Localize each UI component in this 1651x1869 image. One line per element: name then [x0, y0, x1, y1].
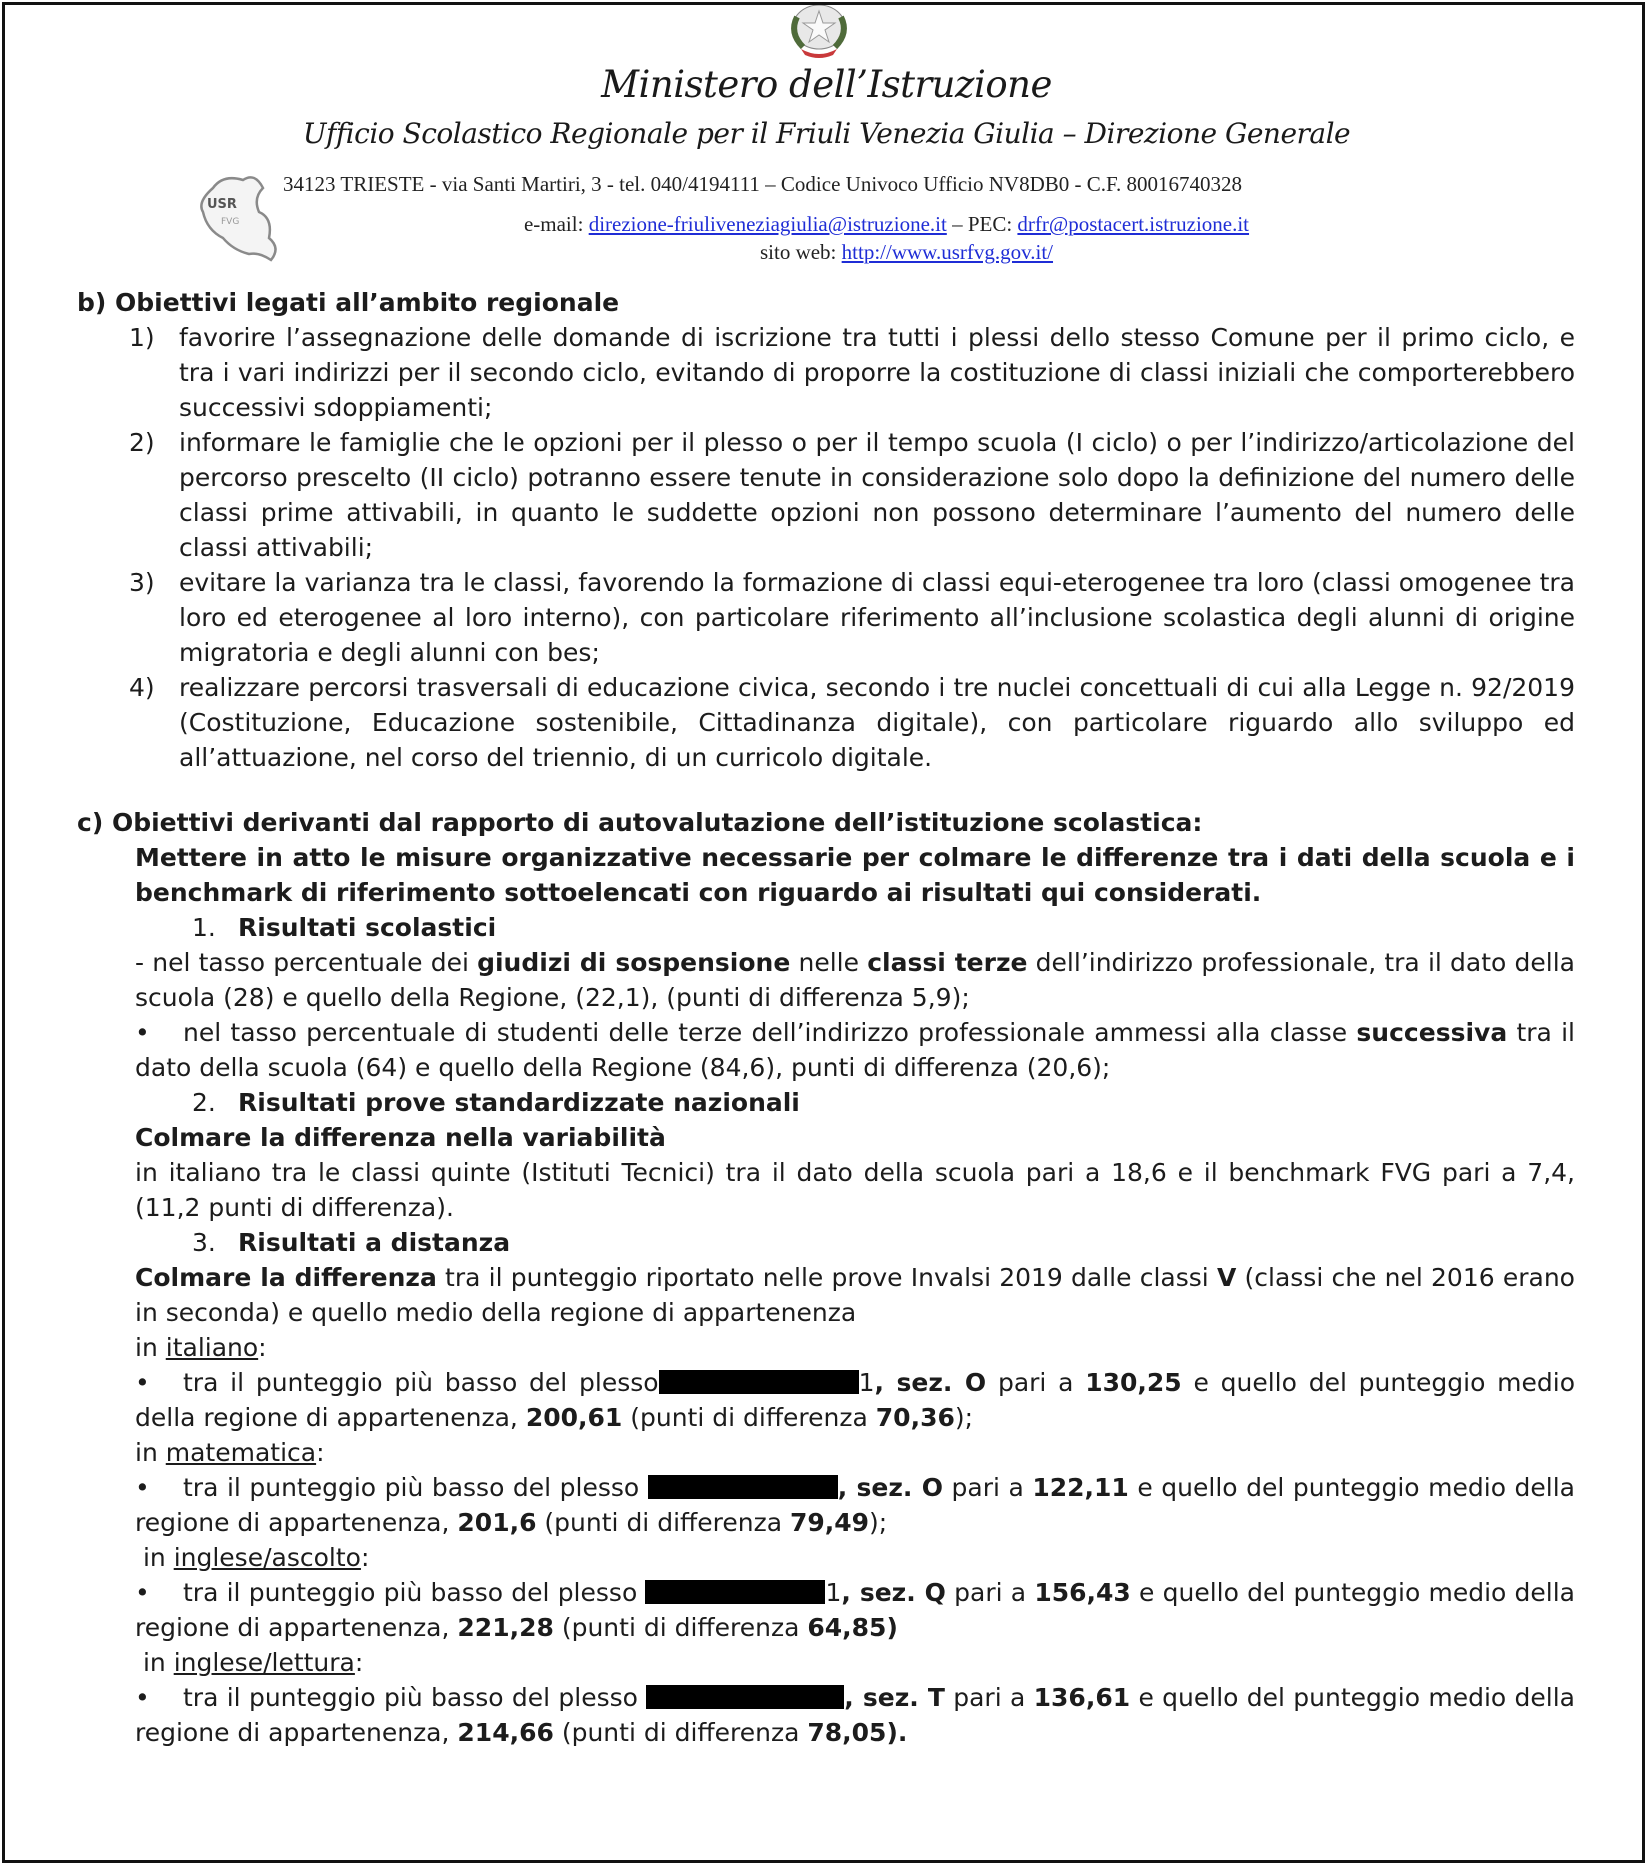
list-item-text: realizzare percorsi trasversali di educazione civica, secondo i tre nuclei concettuali di cui alla Legge n. 92/2019 (Costituzione, Educazione sostenibile, Cittadinanza digitale), con particolare riguardo allo sviluppo ed all’attuazione, nel corso del triennio, di un curricolo digitale. [179, 673, 1575, 772]
text-run: pari a [944, 1683, 1034, 1712]
text-run: (punti di differenza [553, 1613, 808, 1642]
text-run: ); [869, 1508, 888, 1537]
email-label: e-mail: [523, 212, 589, 236]
contacts-line [5, 212, 1648, 237]
region-score: 200,61 [525, 1403, 623, 1432]
section-code: , sez. Q [841, 1578, 946, 1607]
list-item-text: evitare la varianza tra le classi, favorendo la formazione di classi equi-eterogenee tra loro (classi omogenee tra loro ed eterogenee al loro interno), con particolare riferimento all’inclusione scolastica degli alunni di origine migratoria e degli alunni con bes; [179, 568, 1575, 667]
text-run: pari a [942, 1473, 1033, 1502]
pec-link[interactable]: drfr@postacert.istruzione.it [1017, 212, 1250, 236]
website-link[interactable]: http://www.usrfvg.gov.it/ [841, 240, 1054, 264]
region-score: 201,6 [457, 1508, 537, 1537]
paragraph-ammessi [77, 1015, 1575, 1085]
redacted-school-code [646, 1685, 844, 1709]
text-run: e quello del punteggio medio della regione di appartenenza, [135, 1473, 1575, 1537]
subject-name: matematica [165, 1438, 317, 1467]
text-run: e quello del punteggio medio della regione di appartenenza, [135, 1368, 1575, 1432]
score-difference: 70,36 [875, 1403, 955, 1432]
subject-score-item [77, 1575, 1575, 1645]
subject-label [77, 1540, 1575, 1575]
bullet-icon: • [135, 1683, 150, 1712]
redacted-school-code [659, 1370, 859, 1394]
text-run-bold: Colmare la differenza [135, 1263, 437, 1292]
paragraph-sospensione [77, 945, 1575, 1015]
subsection-number: 2. [192, 1088, 216, 1117]
score-difference: 64,85) [807, 1613, 898, 1642]
list-item [77, 565, 1575, 670]
section-code: , sez. O [874, 1368, 987, 1397]
text-run: e quello del punteggio medio della regione di appartenenza, [135, 1683, 1576, 1747]
section-b-list [77, 320, 1575, 775]
text-run: nel tasso percentuale di studenti delle terze dell’indirizzo professionale ammessi alla classe [183, 1018, 1357, 1047]
text-run: : [354, 1648, 364, 1677]
ministry-title: Ministero dell’Istruzione [601, 63, 1052, 106]
text-run: (classi che nel 2016 erano in seconda) e quello medio della regione di appartenenza [135, 1263, 1575, 1327]
text-run: in [135, 1543, 174, 1572]
section-c-intro: Mettere in atto le misure organizzative necessarie per colmare le differenze tra i dati della scuola e i benchmark di riferimento sottoelencati con riguardo ai risultati qui considerati. [135, 843, 1575, 907]
italian-republic-emblem-icon [783, 5, 855, 59]
bullet-icon: • [135, 1578, 150, 1607]
bullet-icon: • [135, 1473, 150, 1502]
subsection-title-text: Risultati a distanza [238, 1228, 511, 1257]
text-run: (punti di differenza [622, 1403, 876, 1432]
text-run: tra il punteggio riportato nelle prove Invalsi 2019 dalle classi [436, 1263, 1217, 1292]
text-run: : [316, 1438, 325, 1467]
office-title: Ufficio Scolastico Regionale per il Friuli Venezia Giulia – Direzione Generale [302, 117, 1351, 150]
subsection-2-title [77, 1085, 1575, 1120]
text-run: in [135, 1438, 166, 1467]
email-link[interactable]: direzione-friuliveneziagiulia@istruzione.it [588, 212, 947, 236]
list-item [77, 320, 1575, 425]
text-run: : [360, 1543, 370, 1572]
subsection-number: 3. [192, 1228, 216, 1257]
redacted-school-code [645, 1580, 825, 1604]
text-run: ); [954, 1403, 974, 1432]
school-score: 156,43 [1034, 1578, 1131, 1607]
pec-label: – PEC: [946, 212, 1018, 236]
section-code: , sez. T [844, 1683, 945, 1712]
text-run: 1 [825, 1578, 842, 1607]
text-run: 1 [858, 1368, 875, 1397]
text-run: tra il punteggio più basso del plesso [183, 1683, 647, 1712]
invalsi-intro [77, 1260, 1575, 1330]
website-label: sito web: [759, 240, 842, 264]
subject-name: italiano [165, 1333, 259, 1362]
fvg-logo-text: FVG [221, 217, 240, 227]
list-item-text: informare le famiglie che le opzioni per il plesso o per il tempo scuola (I ciclo) o per l’indirizzo/articolazione del percorso prescelto (II ciclo) potranno essere tenute in considerazione solo dopo la definizione del numero delle classi prime attivabili, in quanto le suddette opzioni non possono determinare l’aumento del numero delle classi attivabili; [179, 428, 1575, 562]
subject-label [77, 1330, 1575, 1365]
subsection-3-title [77, 1225, 1575, 1260]
list-item [77, 425, 1575, 565]
subject-score-item [77, 1470, 1575, 1540]
text-run: e quello del punteggio medio della regione di appartenenza, [135, 1578, 1575, 1642]
list-item-number: 3) [129, 568, 155, 597]
score-difference: 79,49 [789, 1508, 870, 1537]
region-score: 214,66 [457, 1718, 554, 1747]
subsection-title-text: Risultati scolastici [238, 913, 497, 942]
subsection-number: 1. [192, 913, 216, 942]
text-run-bold: V [1216, 1263, 1237, 1292]
website-line [5, 240, 1648, 265]
text-run: in [135, 1648, 174, 1677]
text-run: (punti di differenza [553, 1718, 808, 1747]
school-score: 130,25 [1085, 1368, 1182, 1397]
school-score: 122,11 [1032, 1473, 1129, 1502]
subject-label [77, 1435, 1575, 1470]
list-item-number: 1) [129, 323, 155, 352]
subject-label [77, 1645, 1575, 1680]
text-run: pari a [945, 1578, 1035, 1607]
score-difference: 78,05). [807, 1718, 908, 1747]
text-run: nelle [790, 948, 868, 977]
text-run: dell’indirizzo professionale, tra il dato della scuola (28) e quello della Regione, (22,1), (punti di differenza 5,9); [135, 948, 1575, 1012]
list-item-text: favorire l’assegnazione delle domande di iscrizione tra tutti i plessi dello stesso Comune per il primo ciclo, e tra i vari indirizzi per il secondo ciclo, evitando di proporre la costituzione di classi iniziali che comporterebbero successivi sdoppiamenti; [179, 323, 1575, 422]
subject-name: inglese/lettura [173, 1648, 355, 1677]
document-page [2, 2, 1645, 1863]
text-run-bold: giudizi di sospensione [477, 948, 791, 977]
subsection-1-title [77, 910, 1575, 945]
bullet-icon: • [135, 1018, 150, 1047]
school-score: 136,61 [1033, 1683, 1131, 1712]
text-run: tra il punteggio più basso del plesso [183, 1368, 659, 1397]
variability-text: in italiano tra le classi quinte (Istituti Tecnici) tra il dato della scuola pari a 18,6 e il benchmark FVG pari a 7,4, (11,2 punti di differenza). [135, 1158, 1575, 1222]
redacted-school-code [648, 1475, 838, 1499]
subject-score-item [77, 1680, 1575, 1750]
text-run: : [258, 1333, 267, 1362]
text-run: tra il punteggio più basso del plesso [183, 1578, 646, 1607]
variability-heading: Colmare la differenza nella variabilità [135, 1123, 666, 1152]
document-body [77, 285, 1575, 1750]
usr-logo-text: USR [207, 197, 237, 212]
text-run: (punti di differenza [536, 1508, 790, 1537]
region-score: 221,28 [457, 1613, 554, 1642]
list-item-number: 4) [129, 673, 155, 702]
subsection-title-text: Risultati prove standardizzate nazionali [238, 1088, 800, 1117]
address-line: 34123 TRIESTE - via Santi Martiri, 3 - tel. 040/4194111 – Codice Univoco Ufficio NV8DB0 - C.F. 80016740328 [283, 172, 1242, 196]
text-run-bold: successiva [1356, 1018, 1508, 1047]
list-item-number: 2) [129, 428, 155, 457]
text-run-bold: classi terze [867, 948, 1028, 977]
section-c-title: c) Obiettivi derivanti dal rapporto di autovalutazione dell’istituzione scolastica: [77, 808, 1203, 837]
text-run: - nel tasso percentuale dei [135, 948, 478, 977]
list-item [77, 670, 1575, 775]
text-run: pari a [986, 1368, 1086, 1397]
bullet-icon: • [135, 1368, 150, 1397]
section-b-title: b) Obiettivi legati all’ambito regionale [77, 288, 620, 317]
text-run: tra il dato della scuola (64) e quello della Regione (84,6), punti di differenza (20,6); [135, 1018, 1575, 1082]
section-code: , sez. O [837, 1473, 943, 1502]
subject-score-item [77, 1365, 1575, 1435]
text-run: in [135, 1333, 166, 1362]
subject-name: inglese/ascolto [173, 1543, 361, 1572]
text-run: tra il punteggio più basso del plesso [183, 1473, 648, 1502]
